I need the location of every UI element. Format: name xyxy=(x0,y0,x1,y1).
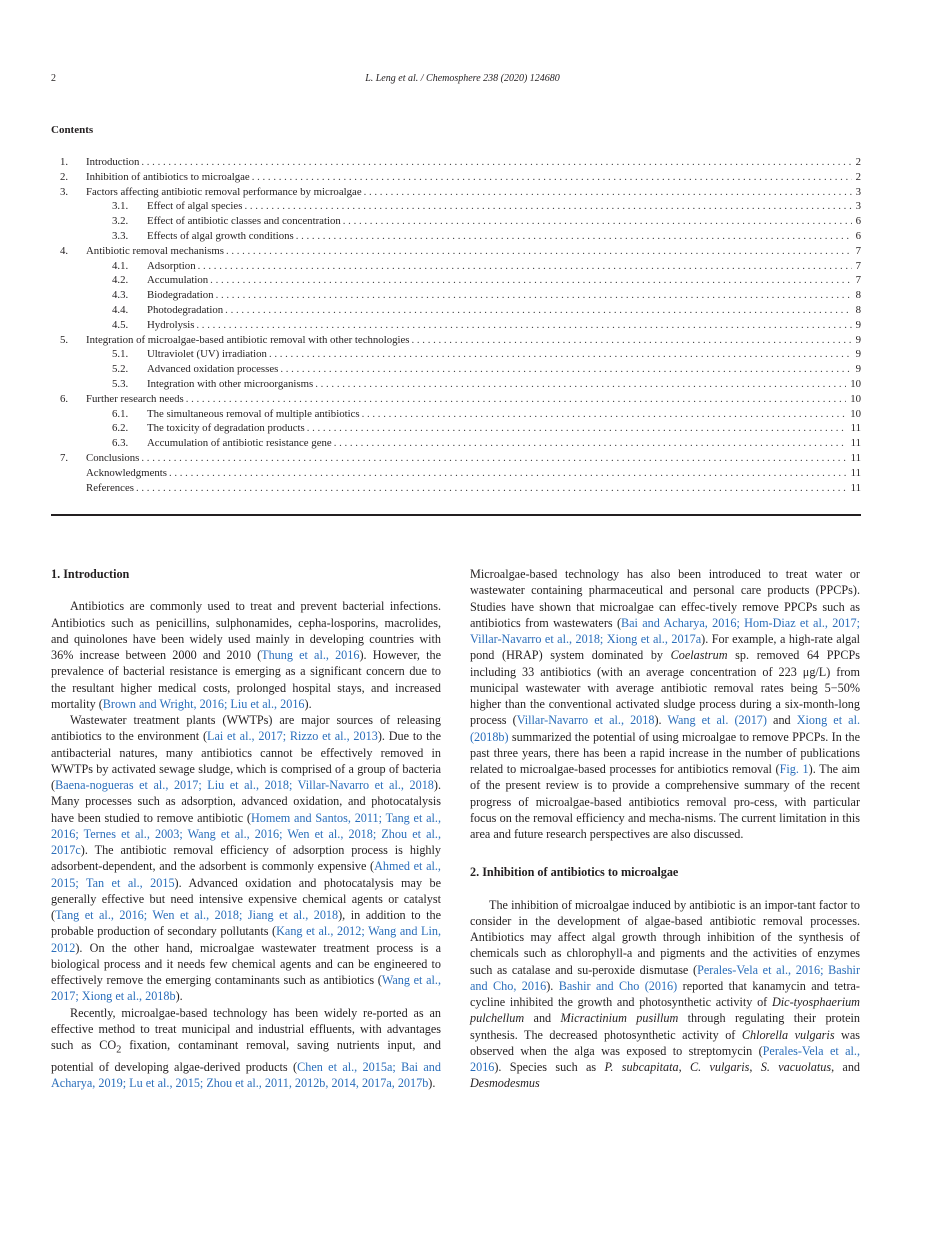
citation-link[interactable]: Perales-Vela et al., 2016; Bashir and Cho, 2016 xyxy=(470,962,860,993)
toc-entry-page: 9 xyxy=(855,333,861,346)
contents-title: Contents xyxy=(51,124,94,136)
toc-entry-title: Adsorption xyxy=(147,259,196,272)
toc-entry-page: 8 xyxy=(855,303,861,316)
toc-entry-number: 4.5. xyxy=(112,318,129,331)
toc-entry-number: 2. xyxy=(60,170,69,183)
toc-leader-dots xyxy=(226,244,852,259)
right-column xyxy=(470,566,860,1092)
toc-entry[interactable] xyxy=(60,377,861,392)
toc-entry-title: Accumulation of antibiotic resistance gene xyxy=(147,437,332,450)
toc-entry[interactable] xyxy=(60,185,861,200)
toc-entry-title: Biodegradation xyxy=(147,289,214,302)
toc-entry[interactable] xyxy=(60,259,861,274)
toc-entry-number: 5.1. xyxy=(112,348,129,361)
toc-entry-title: Effect of antibiotic classes and concentration xyxy=(147,215,341,228)
toc-entry-title: Conclusions xyxy=(86,451,140,464)
figure-link[interactable]: Fig. 1 xyxy=(779,762,809,776)
toc-leader-dots xyxy=(252,170,852,185)
toc-entry[interactable] xyxy=(60,229,861,244)
toc-entry[interactable] xyxy=(60,362,861,377)
citation-link[interactable]: Kang et al., 2012; Wang and Lin, 2012 xyxy=(51,924,441,955)
citation-link[interactable]: Wang et al. (2017) xyxy=(667,713,767,728)
toc-entry[interactable] xyxy=(60,451,861,466)
toc-entry-title: Factors affecting antibiotic removal performance by microalgae xyxy=(86,185,362,198)
citation-link[interactable]: Bashir and Cho (2016) xyxy=(558,978,678,993)
toc-entry-page: 11 xyxy=(850,437,861,450)
toc-leader-dots xyxy=(244,199,851,214)
toc-entry-number: 6.3. xyxy=(112,437,129,450)
header-rule xyxy=(51,514,861,516)
running-header: L. Leng et al. / Chemosphere 238 (2020) 124680 xyxy=(365,73,560,84)
toc-leader-dots xyxy=(364,185,852,200)
toc-entry-number: 3. xyxy=(60,185,69,198)
toc-leader-dots xyxy=(186,392,846,407)
toc-leader-dots xyxy=(280,362,851,377)
toc-entry-title: Hydrolysis xyxy=(147,318,195,331)
toc-entry[interactable] xyxy=(60,214,861,229)
intro-paragraph-3: Recently, microalgae-based technology has been widely re-ported as an effective method to treat municipal and industrial effluents, with advantages such as $CO_2$ fixation, contaminant removal, saving nutrients input, and potential of developing algae-derived products (Chen et al., 2015a; Bai and Acharya, 2019; Lu et al., 2015; Zhou et al., 2011, 2012b, 2014, 2017a, 2017b). xyxy=(51,1005,441,1090)
citation-link[interactable]: Perales-Vela et al., 2016 xyxy=(470,1043,860,1074)
toc-leader-dots xyxy=(307,421,847,436)
toc-entry-title: Antibiotic removal mechanisms xyxy=(86,244,224,257)
toc-entry-page: 9 xyxy=(855,318,861,331)
toc-entry[interactable] xyxy=(60,273,861,288)
toc-entry-page: 8 xyxy=(855,289,861,302)
toc-entry[interactable] xyxy=(60,421,861,436)
toc-entry-title: Advanced oxidation processes xyxy=(147,363,279,376)
toc-entry-title: Further research needs xyxy=(86,392,184,405)
toc-entry[interactable] xyxy=(60,407,861,422)
toc-entry-number: 3.2. xyxy=(112,215,129,228)
page-number: 2 xyxy=(51,73,56,84)
toc-entry[interactable] xyxy=(60,199,861,214)
citation-link[interactable]: Bai and Acharya, 2016; Hom-Diaz et al., 2017; Villar-Navarro et al., 2018; Xiong et al., 2017a xyxy=(470,615,860,646)
toc-entry-page: 11 xyxy=(850,466,861,479)
toc-entry[interactable] xyxy=(60,333,861,348)
toc-entry-page: 6 xyxy=(855,229,861,242)
toc-entry-number: 5.2. xyxy=(112,363,129,376)
toc-leader-dots xyxy=(343,214,852,229)
toc-leader-dots xyxy=(136,481,847,496)
toc-entry[interactable] xyxy=(60,347,861,362)
toc-entry-page: 11 xyxy=(850,481,861,494)
toc-entry-page: 7 xyxy=(855,244,861,257)
toc-entry-page: 10 xyxy=(850,377,861,390)
toc-entry-title: The simultaneous removal of multiple antibiotics xyxy=(147,407,360,420)
citation-link[interactable]: Baena-nogueras et al., 2017; Liu et al., 2018; Villar-Navarro et al., 2018 xyxy=(55,778,434,792)
left-column xyxy=(51,566,441,1091)
toc-entry-page: 2 xyxy=(855,170,861,183)
toc-entry-page: 11 xyxy=(850,451,861,464)
toc-entry-number: 4. xyxy=(60,244,69,257)
toc-leader-dots xyxy=(216,288,852,303)
toc-leader-dots xyxy=(334,436,847,451)
citation-link[interactable]: Lai et al., 2017; Rizzo et al., 2013 xyxy=(207,729,378,744)
toc-entry-number: 5.3. xyxy=(112,377,129,390)
toc-entry[interactable] xyxy=(60,244,861,259)
toc-entry-title: Accumulation xyxy=(147,274,209,287)
table-of-contents xyxy=(60,155,861,495)
toc-entry[interactable] xyxy=(60,466,861,481)
toc-entry-page: 3 xyxy=(855,185,861,198)
toc-entry-number: 4.1. xyxy=(112,259,129,272)
toc-entry-title: Photodegradation xyxy=(147,303,224,316)
toc-leader-dots xyxy=(196,318,851,333)
toc-leader-dots xyxy=(210,273,851,288)
toc-entry-number: 1. xyxy=(60,156,69,168)
citation-link[interactable]: Thung et al., 2016 xyxy=(261,648,360,662)
citation-link[interactable]: Tang et al., 2016; Wen et al., 2018; Jiang et al., 2018 xyxy=(55,908,339,922)
intro-paragraph-4: Microalgae-based technology has also been introduced to treat water or wastewater containing pharmaceutical and personal care products (PPCPs). Studies have shown that microalgae can effec-tively remove PPCPs such as antibiotics from wastewaters (Bai and Acharya, 2016; Hom-Diaz et al., 2017; Villar-Navarro et al., 2018; Xiong et al., 2017a). For example, a high-rate algal pond (HRAP) system dominated by Coelastrum sp. removed 64 PPCPs including 33 antibiotics (with an average concentration of 223 μg/L) from municipal wastewater with average antibiotic removal rates being 5−50% higher than the conventional activated sludge process during a six-month-long process (Villar-Navarro et al., 2018). Wang et al. (2017) and Xiong et al. (2018b) summarized the potential of using microalgae to remove PPCPs. In the past three years, there has been a rapid increase in the number of publications related to microalgae-based processes for antibiotics removal (Fig. 1). The aim of the present review is to provide a comprehensive summary of the recent progress of microalgae-based antibiotics removal pro-cess, with particular focus on the removal efficiency and mecha-nisms. The current limitation in this area and future research perspectives are also discussed. xyxy=(470,567,861,841)
inhibition-paragraph: The inhibition of microalgae induced by antibiotic is an impor-tant factor to consider in the development of algae-based antibiotic removal processes. Antibiotics may affect algal growth through inhibition of the synthesis of chemicals such as chlorophyll-a and pigments and the activities of enzymes such as catalase and su-peroxide dismutase (Perales-Vela et al., 2016; Bashir and Cho, 2016). Bashir and Cho (2016) reported that kanamycin and tetra-cycline inhibited the growth and photosynthetic activity of Dic-tyosphaerium pulchellum and Micractinium pusillum through regulating their protein synthesis. The decreased photosynthetic activity of Chlorella vulgaris was observed when the alga was exposed to streptomycin (Perales-Vela et al., 2016). Species such as P. subcapitata, C. vulgaris, S. vacuolatus, and Desmodesmus xyxy=(470,897,861,1091)
intro-paragraph-2: Wastewater treatment plants (WWTPs) are major sources of releasing antibiotics to the environment (Lai et al., 2017; Rizzo et al., 2013). Due to the antibacterial natures, many antibiotics cannot be effectively removed in WWTPs by activated sewage sludge, which is comprised of a group of bacteria (Baena-nogueras et al., 2017; Liu et al., 2018; Villar-Navarro et al., 2018). Many processes such as adsorption, advanced oxidation, and photocatalysis have been studied to remove antibiotic (Homem and Santos, 2011; Tang et al., 2016; Ternes et al., 2003; Wang et al., 2016; Wen et al., 2018; Zhou et al., 2017c). The antibiotic removal efficiency of adsorption process is highly adsorbent-dependent, and the adsorbent is commonly expensive (Ahmed et al., 2015; Tan et al., 2015). Advanced oxidation and photocatalysis may be generally effective but need intensive expensive chemical agents or catalyst (Tang et al., 2016; Wen et al., 2018; Jiang et al., 2018), in addition to the probable production of secondary pollutants (Kang et al., 2012; Wang and Lin, 2012). On the other hand, microalgae wastewater treatment process is a biological process and it needs few chemical agents and can be engineered to effectively remove the emerging contaminants such as antibiotics (Wang et al., 2017; Xiong et al., 2018b). xyxy=(51,713,441,1004)
toc-entry-number: 6.1. xyxy=(112,407,129,420)
toc-entry-page: 9 xyxy=(855,363,861,376)
toc-entry-page: 7 xyxy=(855,274,861,287)
toc-leader-dots xyxy=(141,451,846,466)
toc-entry[interactable] xyxy=(60,436,861,451)
toc-leader-dots xyxy=(169,466,847,481)
toc-leader-dots xyxy=(198,259,852,274)
toc-entry-title: Effects of algal growth conditions xyxy=(147,229,294,242)
toc-leader-dots xyxy=(296,229,852,244)
toc-leader-dots xyxy=(412,333,852,348)
toc-entry-number: 3.1. xyxy=(112,200,129,213)
toc-entry-title: Effect of algal species xyxy=(147,200,243,213)
toc-entry-page: 11 xyxy=(850,422,861,435)
toc-entry-number: 6.2. xyxy=(112,422,129,435)
toc-entry-number: 6. xyxy=(60,392,69,405)
citation-link[interactable]: Brown and Wright, 2016; Liu et al., 2016 xyxy=(102,696,305,711)
toc-entry-number: 7. xyxy=(60,451,69,464)
toc-entry-number: 3.3. xyxy=(112,229,129,242)
toc-entry-number: 4.2. xyxy=(112,274,129,287)
toc-leader-dots xyxy=(141,155,851,170)
toc-entry-number: 5. xyxy=(60,333,69,346)
citation-link[interactable]: Homem and Santos, 2011; Tang et al., 2016; Ternes et al., 2003; Wang et al., 2016; Wen et al., 2018; Zhou et al., 2017c xyxy=(51,810,441,857)
toc-entry-page: 10 xyxy=(850,392,861,405)
citation-link[interactable]: Xiong et al. (2018b) xyxy=(470,713,861,744)
toc-entry-title: Integration of microalgae-based antibiotic removal with other technologies xyxy=(86,333,410,346)
toc-entry-page: 10 xyxy=(850,407,861,420)
toc-entry[interactable] xyxy=(60,170,861,185)
toc-entry-page: 3 xyxy=(855,200,861,213)
section-heading-introduction: 1. Introduction xyxy=(51,567,130,581)
intro-paragraph-1: Antibiotics are commonly used to treat and prevent bacterial infections. Antibiotics such as penicillins, sulphonamides, cepha-losporins, macrolides, and quinolones have been widely used mainly in developing countries with 36% increase between 2000 and 2010 (Thung et al., 2016). However, the prevalence of bacterial resistance is emerging as a significant concern due to the resultant higher medical costs, prolonged hospital stays, and increased mortality (Brown and Wright, 2016; Liu et al., 2016). xyxy=(51,599,441,711)
toc-entry-number: 4.4. xyxy=(112,303,129,316)
toc-entry-title: Introduction xyxy=(86,156,140,168)
toc-entry-title: References xyxy=(86,481,134,494)
section-heading-inhibition: 2. Inhibition of antibiotics to microalgae xyxy=(470,865,679,880)
toc-entry[interactable] xyxy=(60,303,861,318)
toc-entry[interactable] xyxy=(60,481,861,496)
toc-entry[interactable] xyxy=(60,392,861,407)
toc-entry[interactable] xyxy=(60,155,861,170)
toc-entry-title: The toxicity of degradation products xyxy=(147,422,305,435)
toc-entry-title: Inhibition of antibiotics to microalgae xyxy=(86,170,250,183)
toc-entry-title: Acknowledgments xyxy=(86,466,167,479)
toc-entry-number: 4.3. xyxy=(112,289,129,302)
toc-entry-page: 6 xyxy=(855,215,861,228)
toc-leader-dots xyxy=(362,407,847,422)
citation-link[interactable]: Chen et al., 2015a; Bai and Acharya, 2019; Lu et al., 2015; Zhou et al., 2011, 2012b, 2014, 2017a, 2017b xyxy=(51,1059,441,1090)
toc-entry-page: 2 xyxy=(855,156,861,168)
toc-leader-dots xyxy=(225,303,851,318)
toc-entry-title: Ultraviolet (UV) irradiation xyxy=(147,348,267,361)
toc-entry-title: Integration with other microorganisms xyxy=(147,377,314,390)
citation-link[interactable]: Wang et al., 2017; Xiong et al., 2018b xyxy=(51,973,441,1004)
toc-entry[interactable] xyxy=(60,288,861,303)
toc-entry[interactable] xyxy=(60,318,861,333)
toc-entry-page: 9 xyxy=(855,348,861,361)
citation-link[interactable]: Villar-Navarro et al., 2018 xyxy=(516,713,655,728)
toc-entry-page: 7 xyxy=(855,259,861,272)
toc-leader-dots xyxy=(315,377,846,392)
toc-leader-dots xyxy=(269,347,852,362)
citation-link[interactable]: Ahmed et al., 2015; Tan et al., 2015 xyxy=(51,859,441,890)
